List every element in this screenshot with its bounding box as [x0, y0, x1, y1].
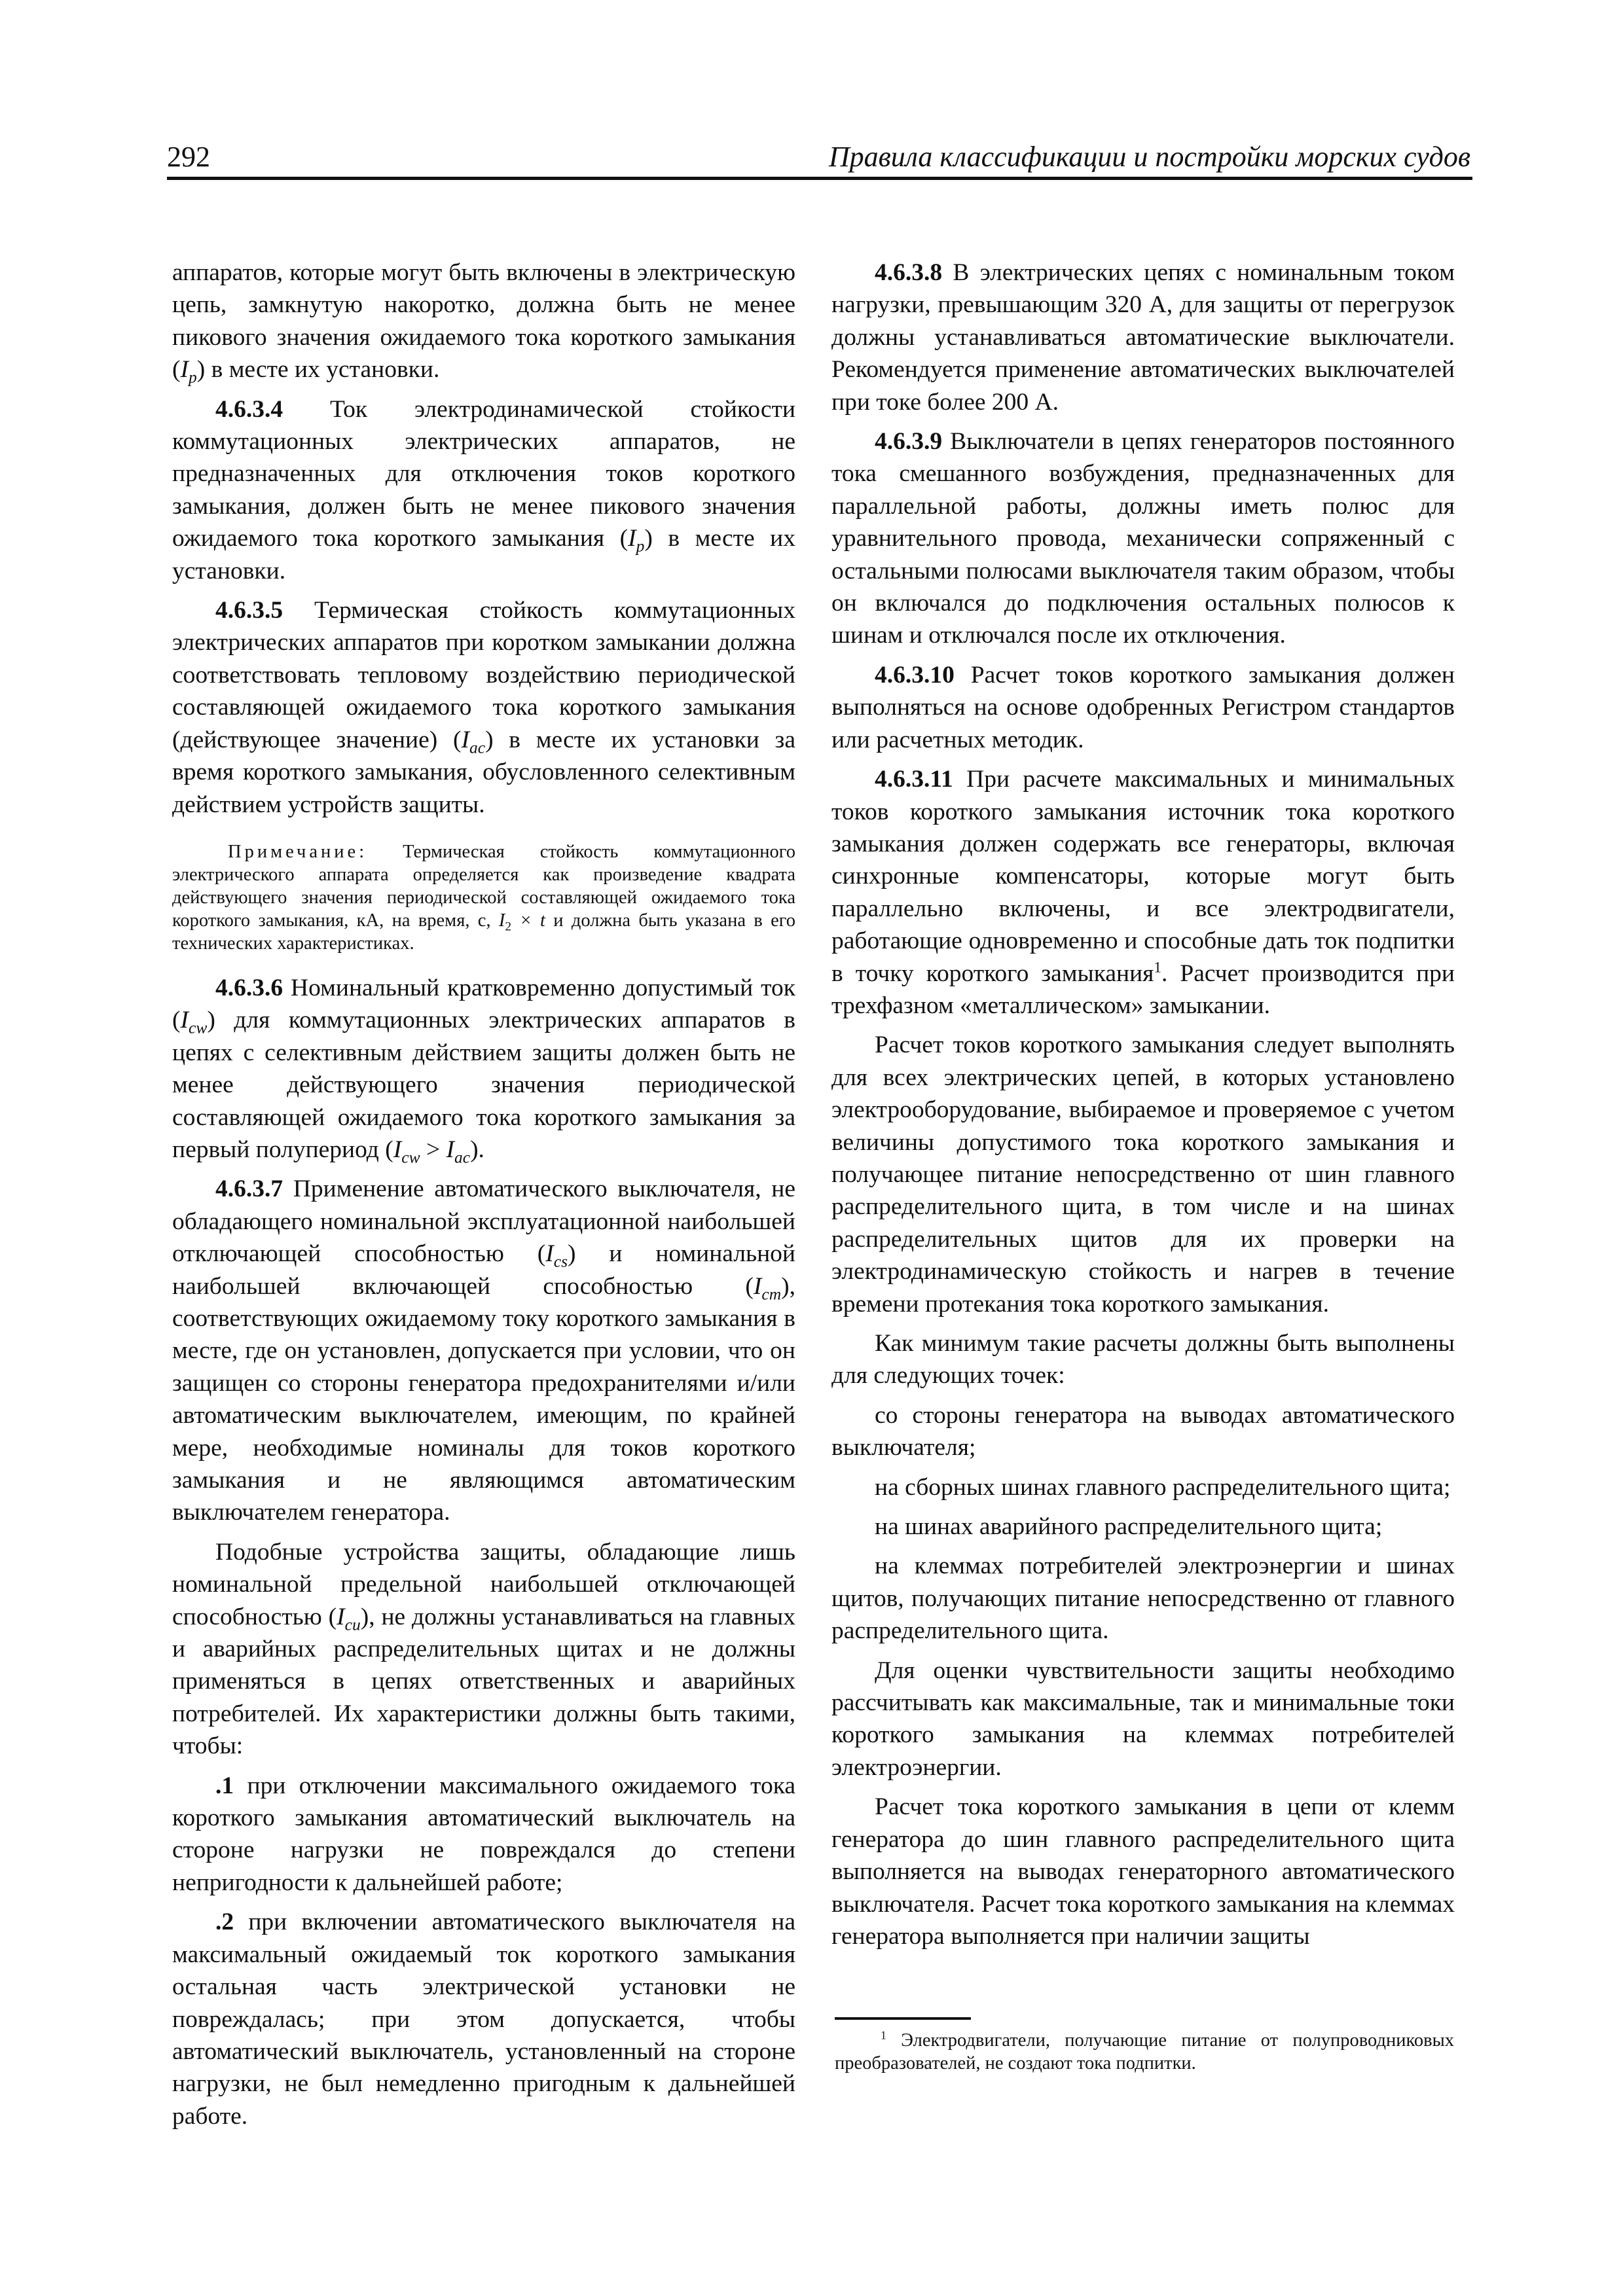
paragraph-similar-devices: Подобные устройства защиты, обладающие лишь номинальной предельной наибольшей отключающей способностью $(I_{cu})$, не должны устанавливаться на главных и аварийных распределительных щитах и не должны применяться в цепях ответственных и аварийных потребителей. Их характеристики должны быть такими, чтобы: [172, 1538, 795, 1760]
section-number: 4.6.3.7 [215, 1175, 283, 1203]
header-rule [167, 177, 1472, 180]
note-block: Примечание: Термическая стойкость коммутационного электрического аппарата определяется как произведение квадрата действующего значения периодической составляющей ожидаемого тока короткого замыкания, кА, на время, с, $I_2 \times t$ и должна быть указана в его технических характеристиках. [172, 841, 795, 954]
point-generator: со стороны генератора на выводах автоматического выключателя; [831, 1401, 1455, 1462]
section-4-6-3-6: 4.6.3.6 Номинальный кратковременно допустимый ток $(I_{cw})$ для коммутационных электрических аппаратов в цепях с селективным действием защиты должен быть не менее действующего значения периодической составляющей ожидаемого тока короткого замыкания за первый полупериод $(I_{cw} > I_{ac})$. [172, 974, 795, 1167]
paragraph-generator-calc: Расчет тока короткого замыкания в цепи от клемм генератора до шин главного распределительного щита выполняется на выводах генераторного автоматического выключателя. Расчет тока короткого замыкания на клеммах генератора выполняется при наличии защиты [831, 1793, 1455, 1950]
list-item-2: .2 при включении автоматического выключателя на максимальный ожидаемый ток короткого замыкания остальная часть электрической установки не повреждалась; при этом допускается, чтобы автоматический выключатель, установленный на стороне нагрузки, не был немедленно пригодным к дальнейшей работе. [172, 1909, 795, 2130]
section-4-6-3-5: 4.6.3.5 Термическая стойкость коммутационных электрических аппаратов при коротком замыкании должна соответствовать тепловому воздействию периодической составляющей ожидаемого тока короткого замыкания (действующее значение) $(I_{ac})$ в месте их установки за время короткого замыкания, обусловленного селективным действием устройств защиты. [172, 597, 796, 818]
left-column [172, 257, 795, 2140]
footnote-rule [835, 2017, 971, 2020]
right-column [831, 257, 1455, 1960]
footnote-ref: 1 [1154, 959, 1162, 977]
paragraph-minimum-points: Как минимум такие расчеты должны быть выполнены для следующих точек: [831, 1330, 1455, 1390]
section-number: 4.6.3.9 [875, 428, 943, 456]
point-main-busbars: на сборных шинах главного распределительного щита; [875, 1473, 1451, 1501]
section-number: 4.6.3.8 [875, 259, 943, 286]
section-number: 4.6.3.6 [215, 974, 283, 1001]
section-4-6-3-11: 4.6.3.11 При расчете максимальных и минимальных токов короткого замыкания источник тока короткого замыкания должен содержать все генераторы, включая синхронные компенсаторы, которые могут быть параллельно включены, и все электродвигатели, работающие одновременно и способные дать ток подпитки в точку короткого замыкания$^1$. Расчет производится при трехфазном «металлическом» замыкании. [831, 766, 1455, 1019]
point-consumer-terminals: на клеммах потребителей электроэнергии и шинах щитов, получающих питание непосредственно от главного распределительного щита. [831, 1552, 1455, 1645]
section-number: 4.6.3.11 [875, 766, 953, 793]
section-number: 4.6.3.10 [875, 661, 955, 689]
point-emergency-busbars: на шинах аварийного распределительного щита; [875, 1513, 1383, 1541]
section-number: 4.6.3.4 [215, 395, 283, 423]
section-4-6-3-4: 4.6.3.4 Ток электродинамической стойкости коммутационных электрических аппаратов, не предназначенных для отключения токов короткого замыкания, должен быть не менее пикового значения ожидаемого тока короткого замыкания $(I_p)$ в месте их установки. [172, 395, 795, 584]
footnote: $^1$ Электродвигатели, получающие питание от полупроводниковых преобразователей, не создают тока подпитки. [835, 2028, 1454, 2073]
list-item-1: .1 при отключении максимального ожидаемого тока короткого замыкания автоматический выключатель на стороне нагрузки не повреждался до степени непригодности к дальнейшей работе; [172, 1772, 795, 1896]
paragraph-sensitivity: Для оценки чувствительности защиты необходимо рассчитывать как максимальные, так и минимальные токи короткого замыкания на клеммах потребителей электроэнергии. [831, 1657, 1455, 1781]
running-title: Правила классификации и постройки морских судов [828, 141, 1470, 173]
section-number: 4.6.3.5 [215, 597, 283, 624]
paragraph-calculation: Расчет токов короткого замыкания следует выполнять для всех электрических цепей, в которых установлено электрооборудование, выбираемое и проверяемое с учетом величины допустимого тока короткого замыкания и получающее питание непосредственно от шин главного распределительного щита, в том числе и на шинах распределительных щитов для их проверки на электродинамическую стойкость и нагрев в течение времени протекания тока короткого замыкания. [831, 1031, 1455, 1318]
section-4-6-3-7: 4.6.3.7 Применение автоматического выключателя, не обладающего номинальной эксплуатационной наибольшей отключающей способностью $(I_{cs})$ и номинальной наибольшей включающей способностью $(I_{cm})$, соответствующих ожидаемому току короткого замыкания в месте, где он установлен, допускается при условии, что он защищен со стороны генератора предохранителями и/или автоматическим выключателем, имеющим, по крайней мере, необходимые номиналы для токов короткого замыкания и не являющимся автоматическим выключателем генератора. [172, 1175, 795, 1526]
paragraph-continuation: аппаратов, которые могут быть включены в электрическую цепь, замкнутую накоротко, должна быть не менее пикового значения ожидаемого тока короткого замыкания $(I_p)$ в месте их установки. [172, 259, 795, 387]
section-4-6-3-10: 4.6.3.10 Расчет токов короткого замыкания должен выполняться на основе одобренных Регистром стандартов или расчетных методик. [831, 661, 1455, 753]
page-number: 292 [167, 141, 210, 173]
note-label: Примечание: [228, 841, 368, 862]
section-4-6-3-9: 4.6.3.9 Выключатели в цепях генераторов постоянного тока смешанного возбуждения, предназначенных для параллельной работы, должны иметь полюс для уравнительного провода, механически сопряженный с остальными полюсами выключателя таким образом, чтобы он включался до подключения остальных полюсов к шинам и отключался после их отключения. [831, 428, 1455, 649]
footnote-mark: 1 [881, 2028, 886, 2042]
section-4-6-3-8: 4.6.3.8 В электрических цепях с номинальным током нагрузки, превышающим 320 А, для защиты от перегрузок должны устанавливаться автоматические выключатели. Рекомендуется применение автоматических выключателей при токе более 200 А. [831, 259, 1455, 416]
